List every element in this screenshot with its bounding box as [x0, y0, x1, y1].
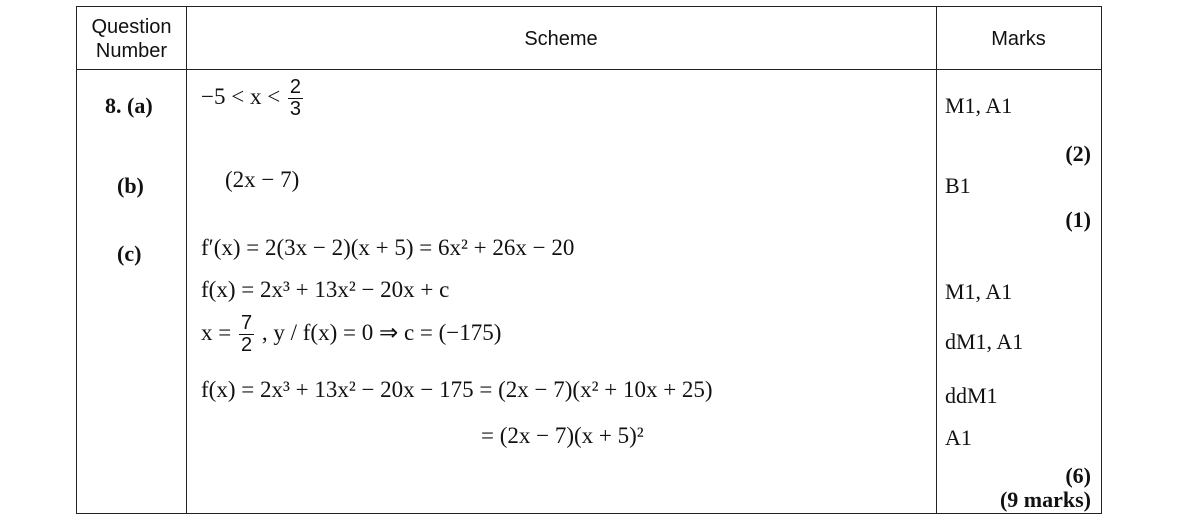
- subtotal-a: (2): [1065, 141, 1091, 166]
- header-divider: [77, 69, 1101, 70]
- scheme-c-line3-left: x =: [201, 319, 232, 345]
- header-scheme: Scheme: [524, 28, 598, 50]
- fraction-denominator: 2: [240, 334, 253, 356]
- mark-c-2: dM1, A1: [945, 329, 1024, 354]
- scheme-c-fraction: [239, 313, 254, 356]
- scheme-b-factor: (2x − 7): [225, 167, 300, 192]
- column-divider-right: [936, 7, 937, 513]
- header-marks: Marks: [991, 28, 1046, 50]
- fraction-denominator: 3: [289, 98, 302, 120]
- scheme-c-line2: f(x) = 2x³ + 13x² − 20x + c: [201, 277, 450, 302]
- mark-b: B1: [945, 173, 971, 198]
- column-divider-left: [186, 7, 187, 513]
- subtotal-c: (6): [1065, 463, 1091, 488]
- mark-c-4: A1: [945, 425, 972, 450]
- scheme-a-fraction: [288, 77, 303, 120]
- header-question-line1: Question: [91, 16, 172, 38]
- scheme-c-line5: = (2x − 7)(x + 5)²: [481, 423, 644, 448]
- grand-total: (9 marks): [999, 487, 1091, 512]
- scheme-c-line3-right: , y / f(x) = 0 ⇒ c = (−175): [261, 319, 502, 345]
- subtotal-b: (1): [1065, 207, 1091, 232]
- mark-c-1: M1, A1: [945, 279, 1013, 304]
- scheme-c-line3: [201, 313, 501, 356]
- question-label-8a: 8. (a): [105, 93, 153, 118]
- question-label-c: (c): [117, 241, 142, 266]
- fraction-numerator: 7: [240, 312, 253, 334]
- scheme-c-line4: f(x) = 2x³ + 13x² − 20x − 175 = (2x − 7)(x² + 10x + 25): [201, 377, 713, 402]
- header-question-line2: Number: [95, 40, 168, 62]
- scheme-c-line1: f′(x) = 2(3x − 2)(x + 5) = 6x² + 26x − 20: [201, 235, 575, 260]
- question-label-b: (b): [117, 173, 144, 198]
- scheme-a-left: −5 < x <: [201, 83, 281, 109]
- mark-c-3: ddM1: [945, 383, 998, 408]
- fraction-numerator: 2: [289, 76, 302, 98]
- header-question-number: [77, 15, 186, 63]
- mark-a: M1, A1: [945, 93, 1013, 118]
- scheme-a-inequality: [201, 77, 305, 120]
- mark-scheme-table: [76, 6, 1102, 514]
